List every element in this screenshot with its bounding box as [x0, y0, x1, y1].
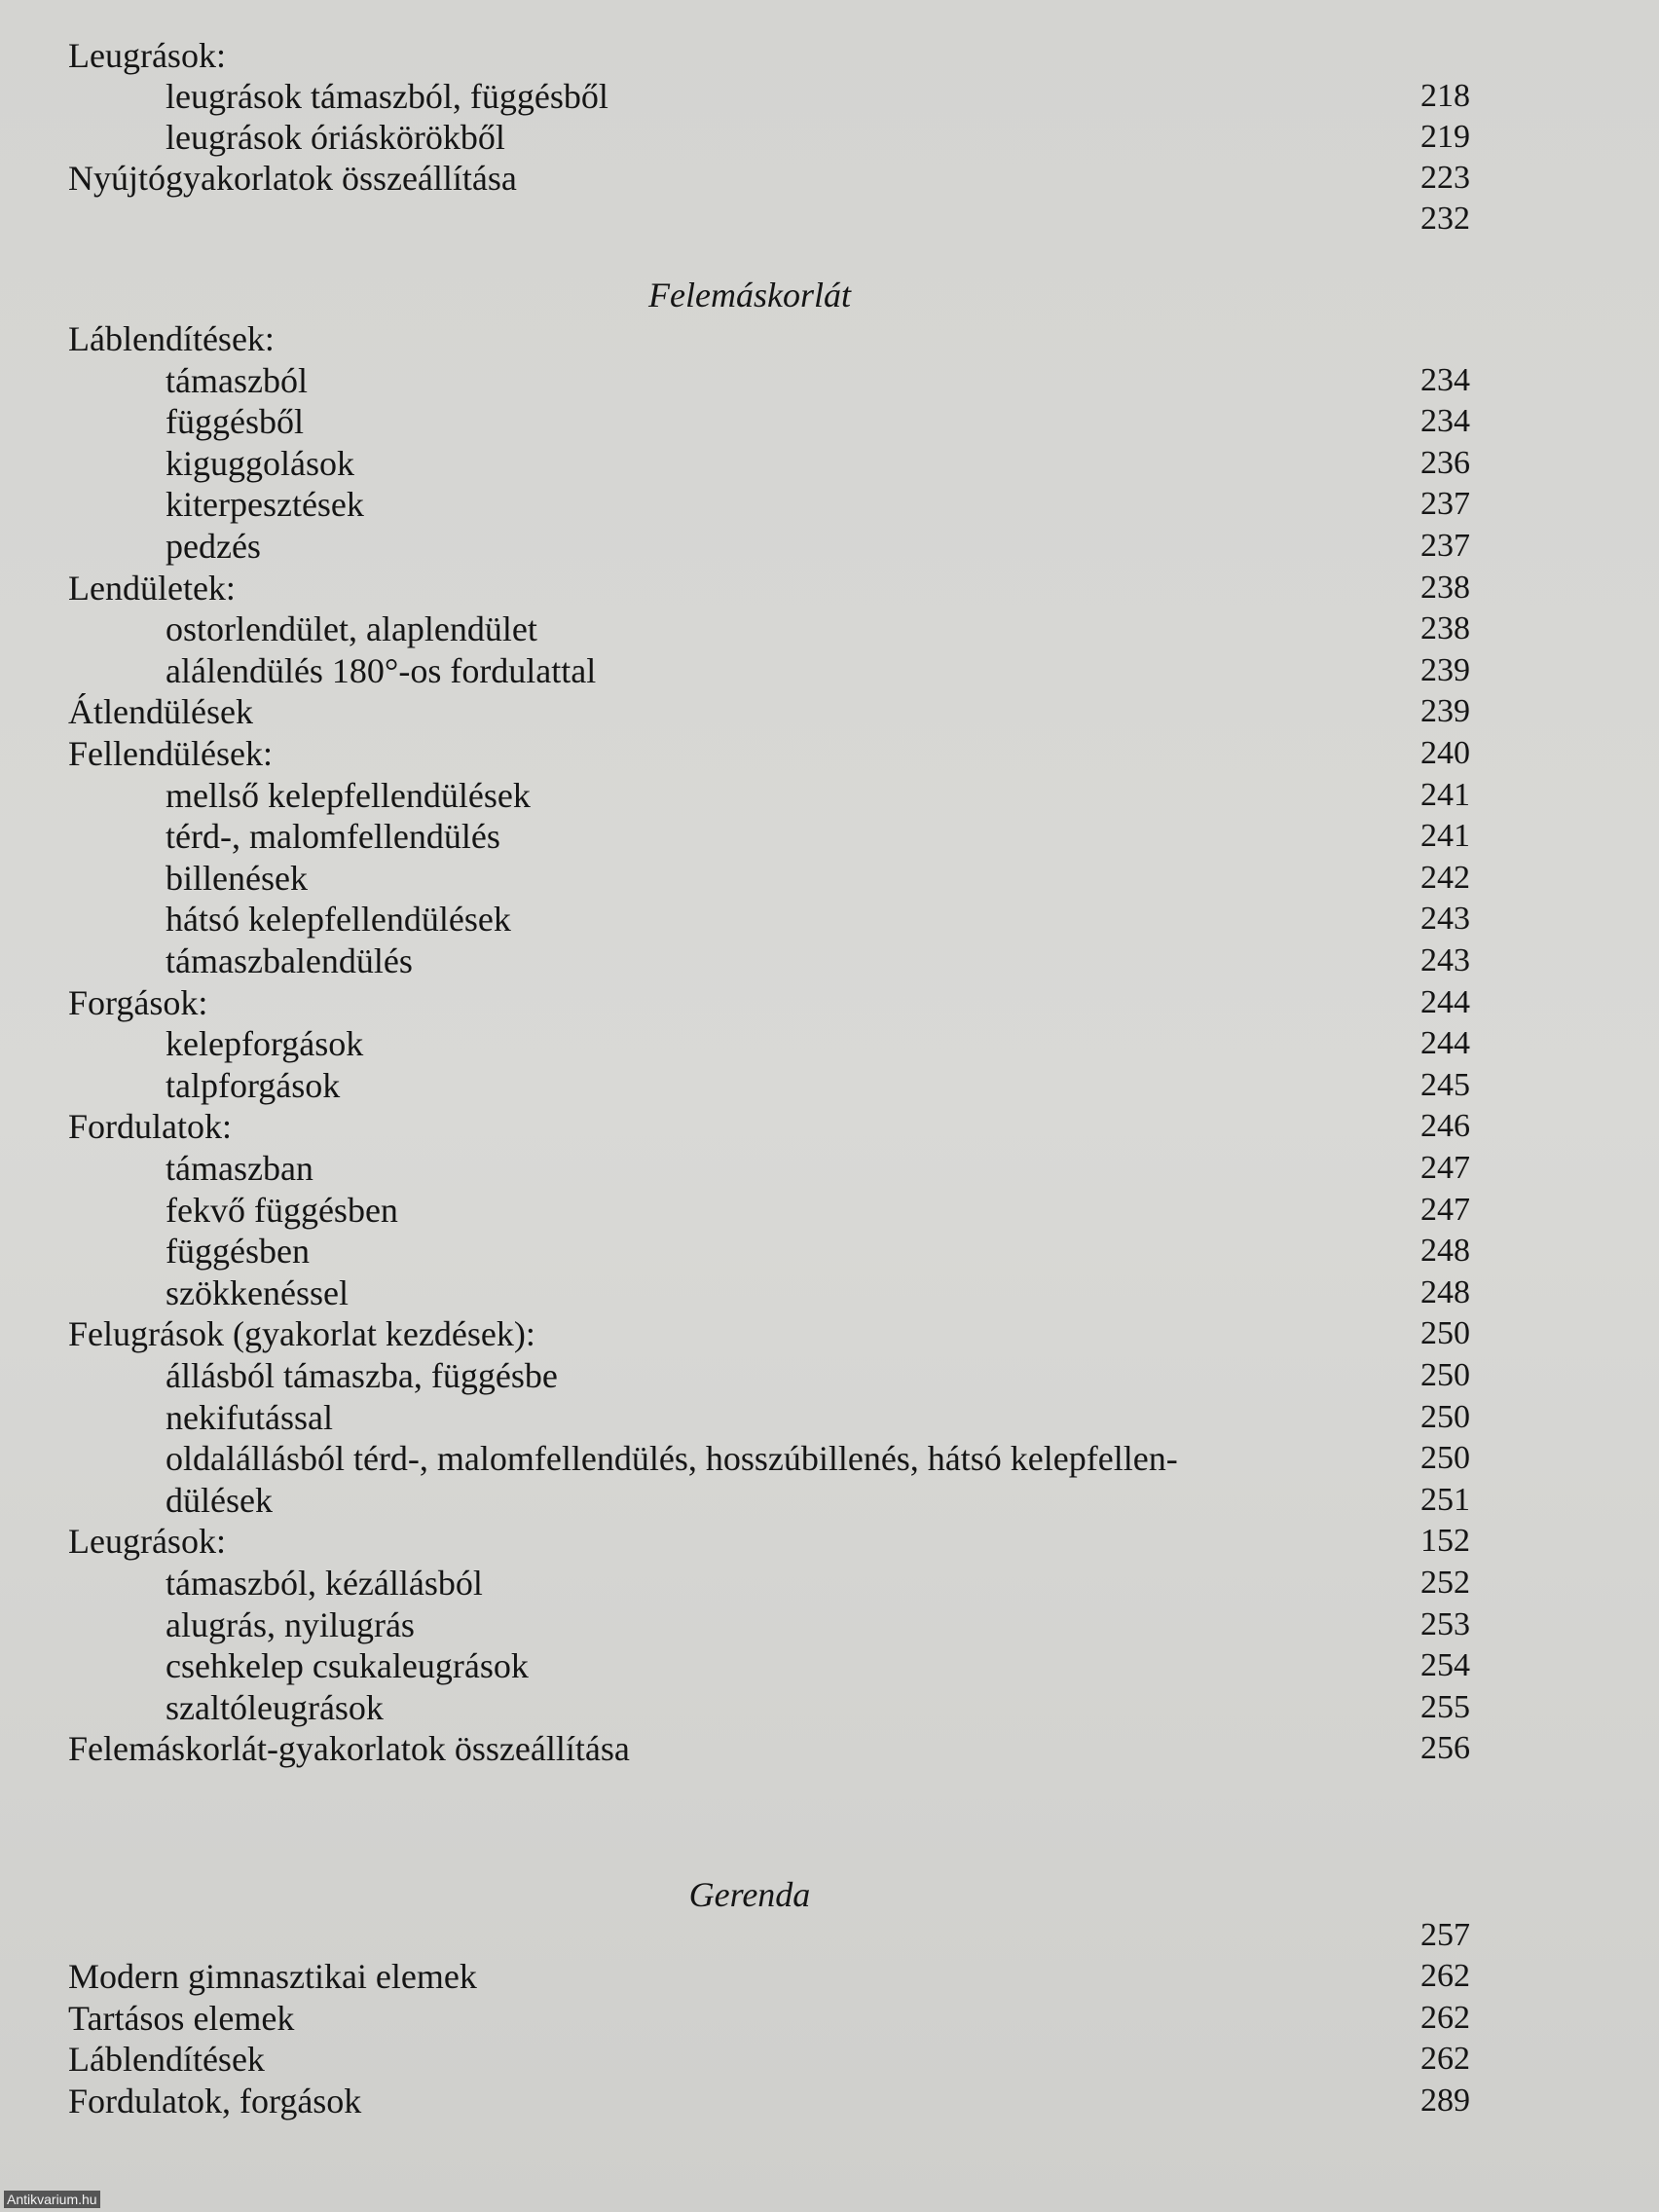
toc-page-number: 252: [1420, 1565, 1470, 1601]
dot-leader: [68, 1915, 1353, 1956]
dot-leader: [551, 608, 1353, 649]
toc-entry: [68, 568, 1470, 608]
dot-leader: [428, 1604, 1353, 1645]
dot-leader: [240, 1521, 1353, 1562]
dot-leader: [542, 1645, 1353, 1686]
toc-entry: [68, 650, 1470, 691]
toc-entry-title: dülések: [166, 1480, 273, 1520]
toc-page-number: 248: [1420, 1233, 1470, 1270]
watermark: Antikvarium.hu: [4, 2191, 100, 2208]
dot-leader: [308, 1998, 1353, 2039]
dot-leader: [375, 2081, 1353, 2121]
toc-page-number: 219: [1420, 119, 1470, 155]
toc-entry-title: hátsó kelepfellendülések: [166, 900, 511, 940]
toc-page-number: 234: [1420, 361, 1470, 398]
toc-entry-title: Lendületek:: [68, 568, 236, 608]
toc-entry: [68, 318, 1470, 359]
toc-entry-title: támaszból, kézállásból: [166, 1564, 483, 1603]
toc-entry: [68, 775, 1470, 816]
toc-entry: [68, 816, 1470, 857]
toc-entry-title: pedzés: [166, 527, 261, 566]
toc-entry: [68, 158, 1470, 199]
dot-leader: [609, 650, 1353, 691]
toc-page-number: 289: [1420, 2082, 1470, 2119]
dot-leader: [362, 1272, 1353, 1313]
toc-entry-title: függésben: [166, 1232, 310, 1272]
dot-leader: [240, 35, 1353, 76]
toc-page-number: 241: [1420, 818, 1470, 855]
dot-leader: [622, 76, 1353, 117]
toc-entry-title: szökkenéssel: [166, 1272, 349, 1312]
toc-entry: [68, 940, 1470, 981]
toc-entry-title: támaszban: [166, 1149, 313, 1188]
toc-entry-title: Nyújtógyakorlatok összeállítása: [68, 159, 517, 198]
dot-leader: [368, 443, 1353, 484]
toc-entry: [68, 1355, 1470, 1396]
dot-leader: [519, 117, 1353, 158]
toc-entry: [68, 1915, 1470, 1956]
dot-leader: [377, 1023, 1353, 1064]
dot-leader: [544, 775, 1353, 816]
toc-entry: [68, 608, 1470, 649]
toc-entry-title: Átlendülések: [68, 692, 253, 732]
toc-page-number: 250: [1420, 1398, 1470, 1435]
heading-felemaskorlat: Felemáskorlát: [648, 276, 851, 314]
toc-entry: [68, 1438, 1470, 1479]
dot-leader: [321, 858, 1353, 899]
toc-entry-title: Forgások:: [68, 982, 208, 1022]
dot-leader: [286, 1480, 1353, 1521]
toc-page-number: 152: [1420, 1523, 1470, 1560]
toc-entry: [68, 1956, 1470, 1997]
dot-leader: [412, 1190, 1353, 1231]
toc-entry: [68, 1106, 1470, 1147]
toc-entry-title: nekifutással: [166, 1397, 333, 1437]
dot-leader: [245, 1106, 1353, 1147]
toc-entry-title: kiguggolások: [166, 443, 354, 483]
toc-entry-title: támaszbalendülés: [166, 941, 413, 980]
toc-page-number: 244: [1420, 983, 1470, 1020]
dot-leader: [397, 1687, 1353, 1728]
dot-leader: [275, 526, 1353, 567]
dot-leader: [278, 2039, 1353, 2080]
toc-page-number: 241: [1420, 776, 1470, 813]
toc-entry-title: Leugrások:: [68, 1522, 226, 1562]
toc-entry: [68, 76, 1470, 117]
dot-leader: [286, 733, 1353, 774]
toc-entry: [68, 35, 1470, 76]
toc-page-number: 239: [1420, 651, 1470, 688]
dot-leader: [288, 318, 1353, 359]
toc-page-number: 238: [1420, 569, 1470, 606]
toc-page-number: 262: [1420, 1958, 1470, 1995]
dot-leader: [353, 1065, 1353, 1106]
toc-entry-title: Leugrások:: [68, 36, 226, 75]
toc-page-number: 257: [1420, 1917, 1470, 1953]
dot-leader: [426, 940, 1353, 981]
toc-page-number: 240: [1420, 735, 1470, 771]
toc-entry: [68, 1563, 1470, 1604]
toc-entry-title: Fordulatok:: [68, 1107, 232, 1147]
toc-entry-title: mellső kelepfellendülések: [166, 775, 531, 815]
dot-leader: [249, 568, 1353, 608]
toc-entry: [68, 1148, 1470, 1189]
toc-entry: [68, 1998, 1470, 2039]
dot-leader: [644, 1728, 1353, 1769]
dot-leader: [525, 899, 1353, 940]
toc-entry-title: Tartásos elemek: [68, 1998, 295, 2038]
heading-gerenda: Gerenda: [688, 1875, 811, 1914]
toc-entry: [68, 1645, 1470, 1686]
toc-entry: [68, 733, 1470, 774]
toc-page-number: 251: [1420, 1481, 1470, 1518]
toc-page-number: 245: [1420, 1066, 1470, 1103]
toc-entry-title: Felemáskorlát-gyakorlatok összeállítása: [68, 1729, 630, 1769]
dot-leader: [491, 1956, 1353, 1997]
toc-page-number: 236: [1420, 444, 1470, 481]
toc-entry-title: szaltóleugrások: [166, 1687, 384, 1727]
toc-entry: [68, 1272, 1470, 1313]
toc-page-number: 248: [1420, 1273, 1470, 1310]
toc-entry: [68, 2081, 1470, 2121]
dot-leader: [221, 982, 1353, 1023]
toc-entry: [68, 691, 1470, 732]
toc-entry: [68, 443, 1470, 484]
toc-entry: [68, 1190, 1470, 1231]
toc-entry-title: Láblendítések: [68, 2040, 265, 2080]
toc-entry: [68, 526, 1470, 567]
toc-entry: [68, 1604, 1470, 1645]
toc-page-number: 244: [1420, 1025, 1470, 1062]
toc-entry-title: támaszból: [166, 360, 308, 400]
toc-page-number: 243: [1420, 901, 1470, 938]
toc-entry-title: alugrás, nyilugrás: [166, 1604, 415, 1644]
toc-entry: [68, 199, 1470, 240]
toc-entry-title: csehkelep csukaleugrások: [166, 1646, 529, 1686]
toc-entry-title: Fellendülések:: [68, 734, 273, 773]
toc-entry-title: billenések: [166, 858, 308, 898]
dot-leader: [378, 484, 1353, 525]
toc-page-number: 247: [1420, 1191, 1470, 1228]
dot-leader: [497, 1563, 1353, 1604]
toc-entry-title: állásból támaszba, függésbe: [166, 1356, 558, 1395]
toc-entry-title: Modern gimnasztikai elemek: [68, 1957, 477, 1997]
toc-entry: [68, 401, 1470, 442]
dot-leader: [267, 691, 1353, 732]
toc-entry: [68, 1023, 1470, 1064]
toc-entry: [68, 1065, 1470, 1106]
toc-page-number: 250: [1420, 1357, 1470, 1393]
toc-page-number: 250: [1420, 1440, 1470, 1477]
toc-page-number: 237: [1420, 528, 1470, 564]
toc-entry: [68, 2039, 1470, 2080]
dot-leader: [317, 401, 1353, 442]
dot-leader: [549, 1313, 1353, 1354]
toc-page-number: 255: [1420, 1688, 1470, 1725]
toc-page-number: 253: [1420, 1605, 1470, 1642]
toc-page-number: 247: [1420, 1150, 1470, 1186]
toc-page-number: 243: [1420, 942, 1470, 978]
toc-entry: [68, 1313, 1470, 1354]
toc-entry: [68, 484, 1470, 525]
dot-leader: [347, 1397, 1353, 1438]
toc-entry-title: Láblendítések:: [68, 319, 275, 358]
toc-page-number: 262: [1420, 2041, 1470, 2078]
toc-entry-title: leugrások óriáskörökből: [166, 118, 505, 157]
toc-entry-title: ostorlendület, alaplendület: [166, 609, 537, 649]
toc-page-number: 223: [1420, 160, 1470, 196]
toc-page-number: 218: [1420, 78, 1470, 114]
toc-entry: [68, 899, 1470, 940]
toc-entry: [68, 982, 1470, 1023]
dot-leader: [321, 360, 1353, 401]
toc-entry: [68, 1728, 1470, 1769]
dot-leader: [323, 1231, 1353, 1272]
toc-entry-title: függésből: [166, 402, 304, 442]
toc-page-number: 262: [1420, 1999, 1470, 2036]
toc-entry-title: oldalállásból térd-, malomfellendülés, hosszúbillenés, hátsó kelepfellen-: [166, 1439, 1178, 1479]
dot-leader: [514, 816, 1353, 857]
toc-entry: [68, 858, 1470, 899]
toc-page-number: 250: [1420, 1315, 1470, 1352]
toc-page-number: 254: [1420, 1647, 1470, 1684]
toc-entry-title: kiterpesztések: [166, 485, 364, 525]
dot-leader: [531, 158, 1353, 199]
toc-entry-title: térd-, malomfellendülés: [166, 817, 500, 857]
toc-page-number: 239: [1420, 693, 1470, 730]
toc-page-number: 232: [1420, 201, 1470, 237]
toc-entry: [68, 117, 1470, 158]
toc-page-number: 242: [1420, 859, 1470, 896]
toc-entry-title: fekvő függésben: [166, 1190, 398, 1230]
toc-entry: [68, 1521, 1470, 1562]
dot-leader: [327, 1148, 1353, 1189]
toc-page-number: 256: [1420, 1730, 1470, 1767]
dot-leader: [571, 1355, 1353, 1396]
toc-entry-title: alálendülés 180°-os fordulattal: [166, 650, 597, 690]
toc-entry: [68, 1687, 1470, 1728]
toc-entry: [68, 1480, 1470, 1521]
toc-page-number: 238: [1420, 610, 1470, 647]
toc-entry: [68, 1397, 1470, 1438]
dot-leader: [68, 199, 1353, 240]
toc-page-number: 237: [1420, 486, 1470, 523]
toc-entry: [68, 1231, 1470, 1272]
toc-entry: [68, 360, 1470, 401]
toc-entry-title: Fordulatok, forgások: [68, 2081, 362, 2120]
toc-entry-title: talpforgások: [166, 1065, 341, 1105]
toc-page-number: 234: [1420, 403, 1470, 440]
toc-entry-title: leugrások támaszból, függésből: [166, 77, 608, 116]
toc-page-number: 246: [1420, 1108, 1470, 1145]
toc-entry-title: Felugrások (gyakorlat kezdések):: [68, 1314, 535, 1354]
toc-entry-title: kelepforgások: [166, 1024, 364, 1064]
